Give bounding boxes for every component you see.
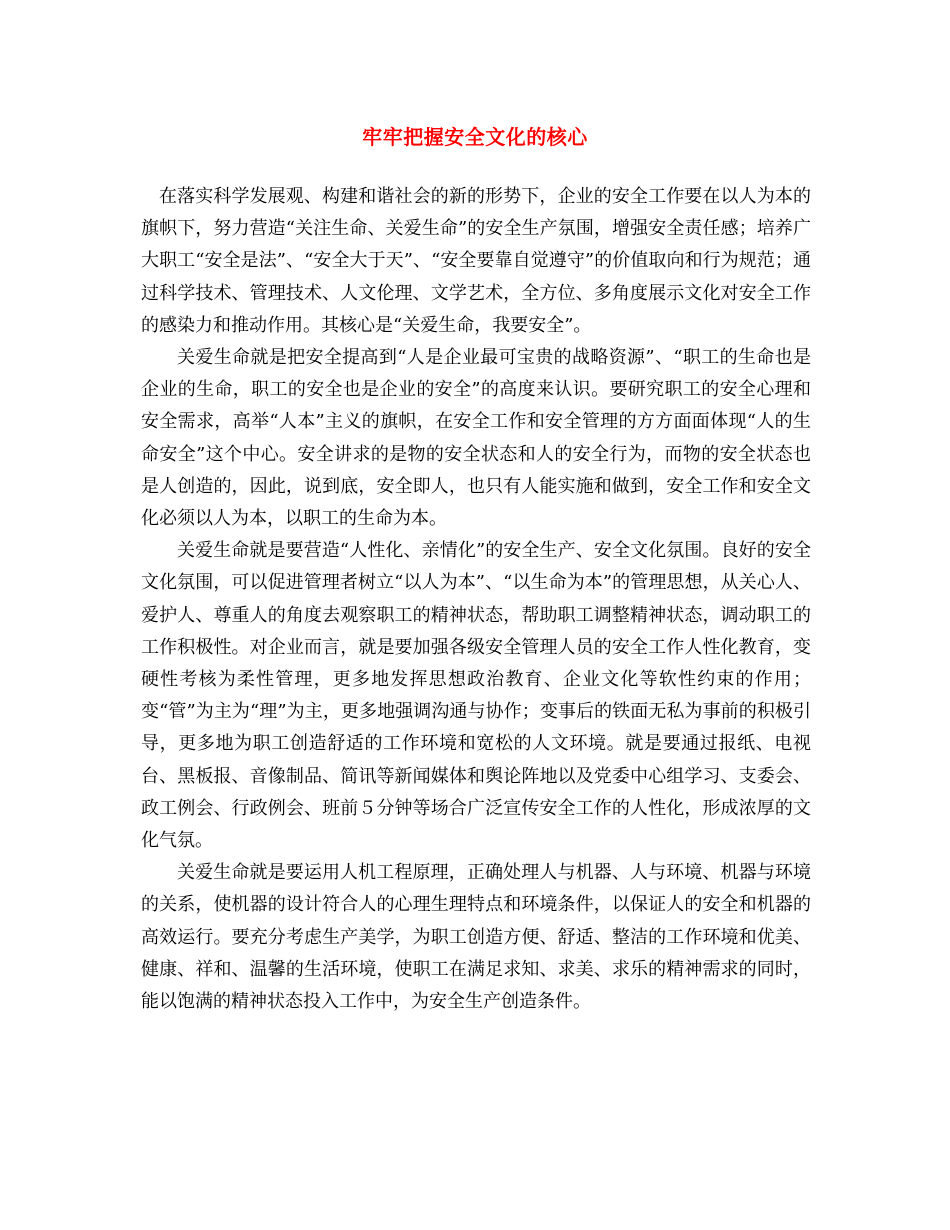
paragraph-4: 关爱生命就是要运用人机工程原理，正确处理人与机器、人与环境、机器与环境的关系，使机器的设计符合人的心理生理特点和环境条件，以保证人的安全和机器的高效运行。要充分考虑生产美学，为职工创造方便、舒适、整洁的工作环境和优美、健康、祥和、温馨的生活环境，使职工在满足求知、求美、求乐的精神需求的同时，能以饱满的精神状态投入工作中，为安全生产创造条件。 — [141, 862, 811, 1013]
paragraph-3: 关爱生命就是要营造“人性化、亲情化”的安全生产、安全文化氛围。良好的安全文化氛围，可以促进管理者树立“以人为本”、“以生命为本”的管理思想，从关心人、爱护人、尊重人的角度去观察职工的精神状态，帮助职工调整精神状态，调动职工的工作积极性。对企业而言，就是要加强各级安全管理人员的安全工作人性化教育，变硬性考核为柔性管理，更多地发挥思想政治教育、企业文化等软性约束的作用；变“管”为主为“理”为主，更多地强调沟通与协作；变事后的铁面无私为事前的积极引导，更多地为职工创造舒适的工作环境和宽松的人文环境。就是要通过报纸、电视台、黑板报、音像制品、简讯等新闻媒体和舆论阵地以及党委中心组学习、支委会、政工例会、行政例会、班前５分钟等场合广泛宣传安全工作的人性化，形成浓厚的文化气氛。 — [141, 540, 811, 852]
paragraph-1: 在落实科学发展观、构建和谐社会的新的形势下，企业的安全工作要在以人为本的旗帜下，努力营造“关注生命、关爱生命”的安全生产氛围，增强安全责任感；培养广大职工“安全是法”、“安全大于天”、“安全要靠自觉遵守”的价值取向和行为规范；通过科学技术、管理技术、人文伦理、文学艺术，全方位、多角度展示文化对安全工作的感染力和推动作用。其核心是“关爱生命，我要安全”。 — [141, 186, 811, 336]
document-title: 牢牢把握安全文化的核心 — [362, 125, 588, 149]
paragraph-2: 关爱生命就是把安全提高到“人是企业最可宝贵的战略资源”、“职工的生命也是企业的生命，职工的安全也是企业的安全”的高度来认识。要研究职工的安全心理和安全需求，高举“人本”主义的旗帜，在安全工作和安全管理的方方面面体现“人的生命安全”这个中心。安全讲求的是物的安全状态和人的安全行为，而物的安全状态也是人创造的，因此，说到底，安全即人，也只有人能实施和做到，安全工作和安全文化必须以人为本，以职工的生命为本。 — [141, 347, 811, 530]
document-body — [141, 181, 811, 1018]
